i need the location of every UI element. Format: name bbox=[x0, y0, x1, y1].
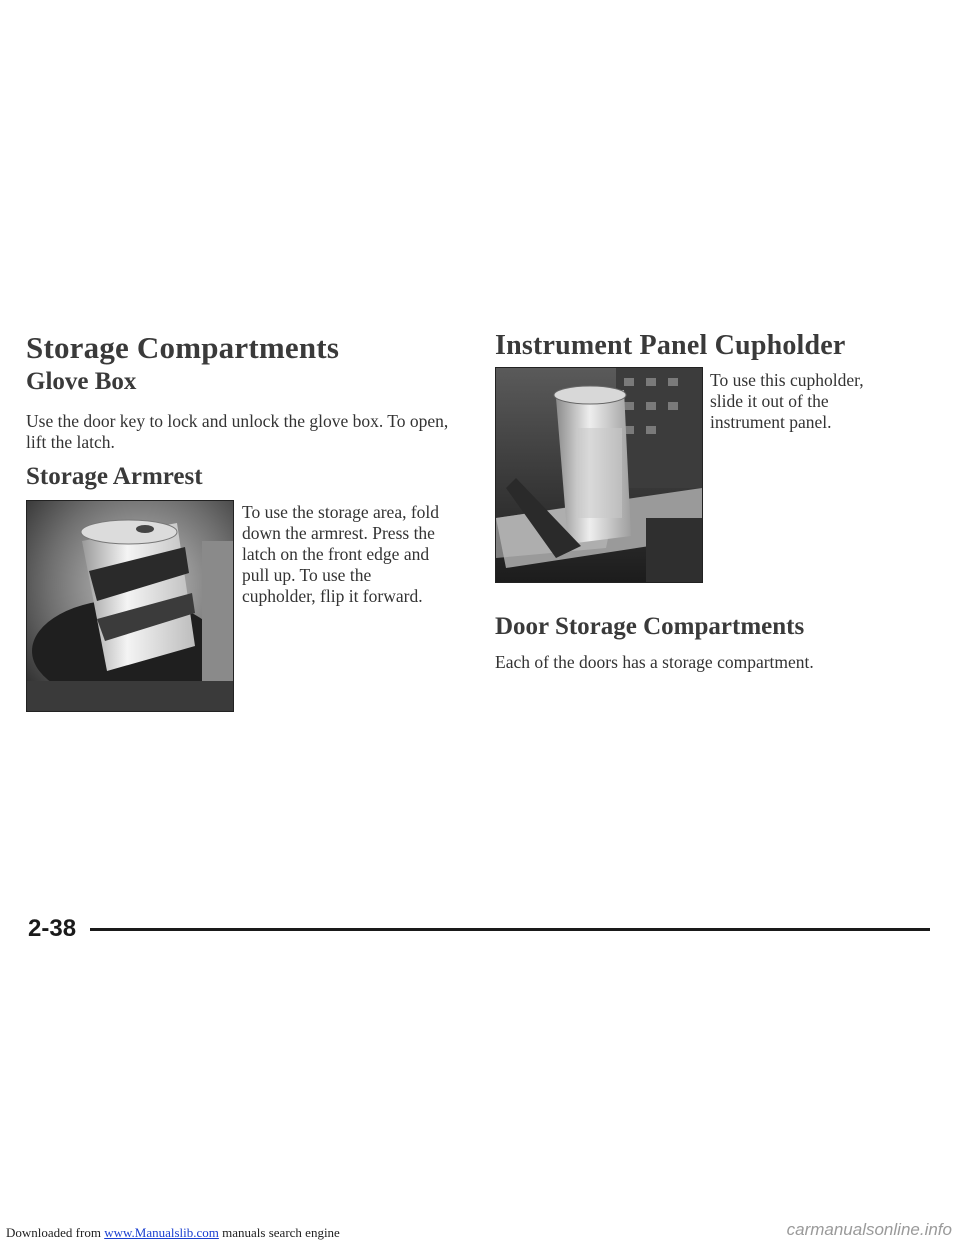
storage-armrest-text bbox=[242, 502, 462, 607]
heading-door-storage-compartments: Door Storage Compartments bbox=[495, 613, 805, 640]
heading-instrument-panel-cupholder: Instrument Panel Cupholder bbox=[495, 330, 846, 361]
instrument-line-2: slide it out of the bbox=[710, 391, 829, 411]
armrest-line-4: pull up. To use the bbox=[242, 565, 372, 585]
footer-prefix: Downloaded from bbox=[6, 1225, 105, 1240]
heading-storage-armrest: Storage Armrest bbox=[26, 463, 203, 490]
armrest-line-3: latch on the front edge and bbox=[242, 544, 430, 564]
instrument-line-1: To use this cupholder, bbox=[710, 370, 864, 390]
armrest-line-1: To use the storage area, fold bbox=[242, 502, 440, 522]
glove-box-text: Use the door key to lock and unlock the glove box. To open, lift the latch. bbox=[26, 411, 449, 452]
download-footer bbox=[0, 1080, 960, 1242]
instrument-panel-text bbox=[710, 370, 910, 433]
heading-glove-box: Glove Box bbox=[26, 368, 137, 395]
page-number: 2-38 bbox=[28, 915, 77, 942]
page-rule bbox=[90, 928, 930, 931]
door-storage-text: Each of the doors has a storage compartment. bbox=[495, 652, 814, 672]
footer-download-note bbox=[6, 1225, 340, 1241]
armrest-cupholder-photo bbox=[26, 500, 234, 712]
instrument-panel-cupholder-photo bbox=[495, 367, 703, 583]
armrest-line-2: down the armrest. Press the bbox=[242, 523, 435, 543]
footer-suffix: manuals search engine bbox=[218, 1225, 340, 1240]
section-title-storage-compartments: Storage Compartments bbox=[26, 330, 340, 365]
footer-watermark: carmanualsonline.info bbox=[786, 1220, 952, 1239]
manualslib-link[interactable]: www.Manualslib.com bbox=[104, 1225, 219, 1240]
armrest-line-5: cupholder, flip it forward. bbox=[242, 586, 423, 606]
instrument-line-3: instrument panel. bbox=[710, 412, 832, 432]
